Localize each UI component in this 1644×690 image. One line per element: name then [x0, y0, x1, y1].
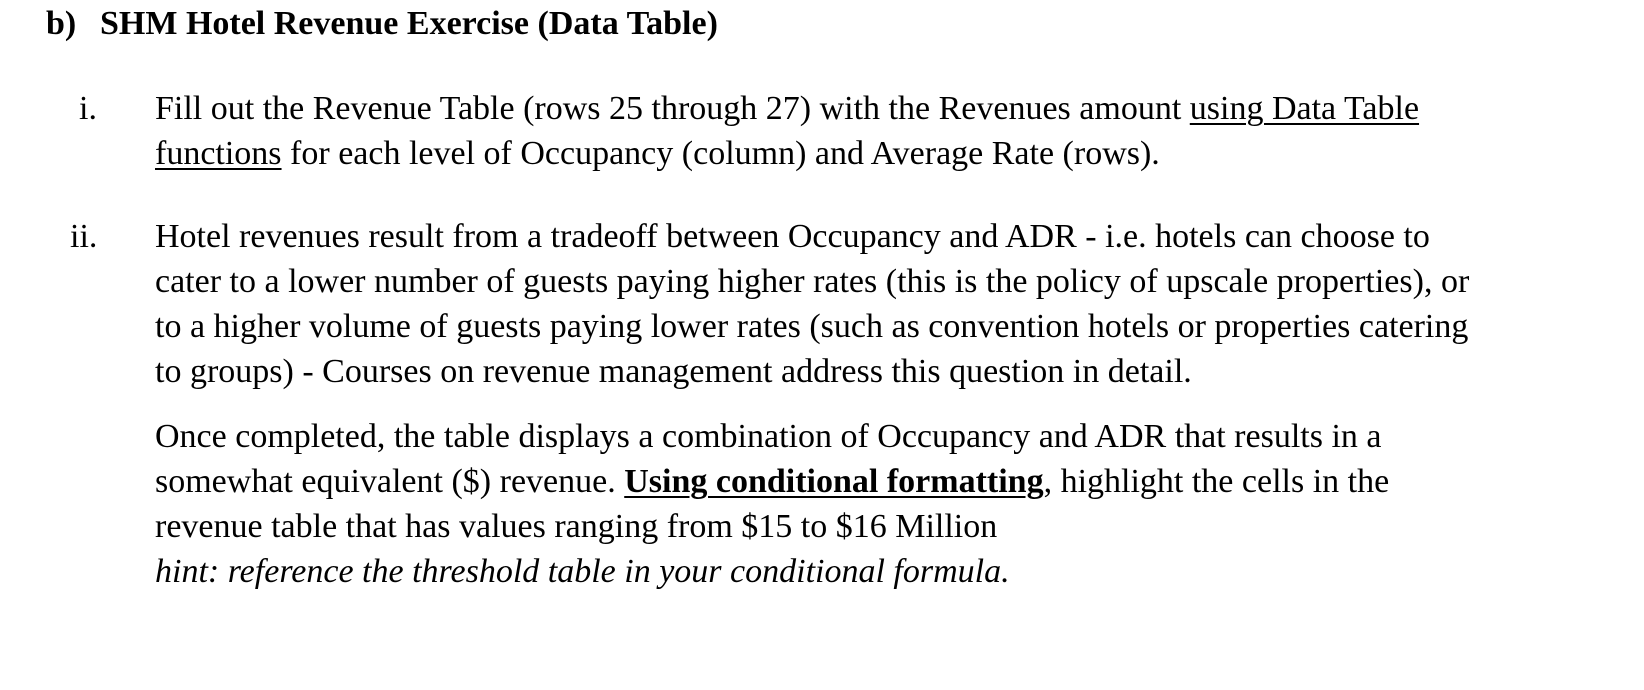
emphasis-phrase: Using conditional formatting	[624, 463, 1044, 500]
item-line	[155, 131, 1625, 176]
section-heading	[46, 2, 718, 46]
paragraph-line: Once completed, the table displays a combination of Occupancy and ADR that results in a	[155, 418, 1382, 455]
item-line	[155, 86, 1625, 131]
item-number: ii.	[70, 218, 98, 255]
item-body	[155, 86, 1625, 176]
item-text: Fill out the Revenue Table (rows 25 through 27) with the Revenues amount	[155, 90, 1190, 127]
underlined-phrase: using Data Table	[1189, 90, 1420, 127]
hint-text: hint: reference the threshold table in your conditional formula.	[155, 553, 1010, 590]
paragraph-line: revenue table that has values ranging from $15 to $16 Million	[155, 508, 998, 545]
paragraph-text: , highlight the cells in the	[1043, 463, 1390, 500]
paragraph-line: cater to a lower number of guests paying higher rates (this is the policy of upscale properties), or	[155, 263, 1470, 300]
item-text: for each level of Occupancy (column) and Average Rate (rows).	[281, 135, 1160, 172]
paragraph-line: Hotel revenues result from a tradeoff between Occupancy and ADR - i.e. hotels can choose to	[155, 218, 1430, 255]
paragraph-line: to a higher volume of guests paying lower rates (such as convention hotels or properties catering	[155, 308, 1469, 345]
item-body	[155, 214, 1625, 594]
section-label: b)	[46, 5, 77, 42]
paragraph-tradeoff	[155, 214, 1625, 394]
underlined-phrase: functions	[155, 135, 282, 172]
paragraph-line: to groups) - Courses on revenue management address this question in detail.	[155, 353, 1192, 390]
item-number: i.	[79, 90, 97, 127]
paragraph-conditional-formatting	[155, 414, 1625, 594]
section-title: SHM Hotel Revenue Exercise (Data Table)	[100, 5, 718, 42]
paragraph-line	[155, 459, 1625, 504]
paragraph-text: somewhat equivalent ($) revenue.	[155, 463, 625, 500]
